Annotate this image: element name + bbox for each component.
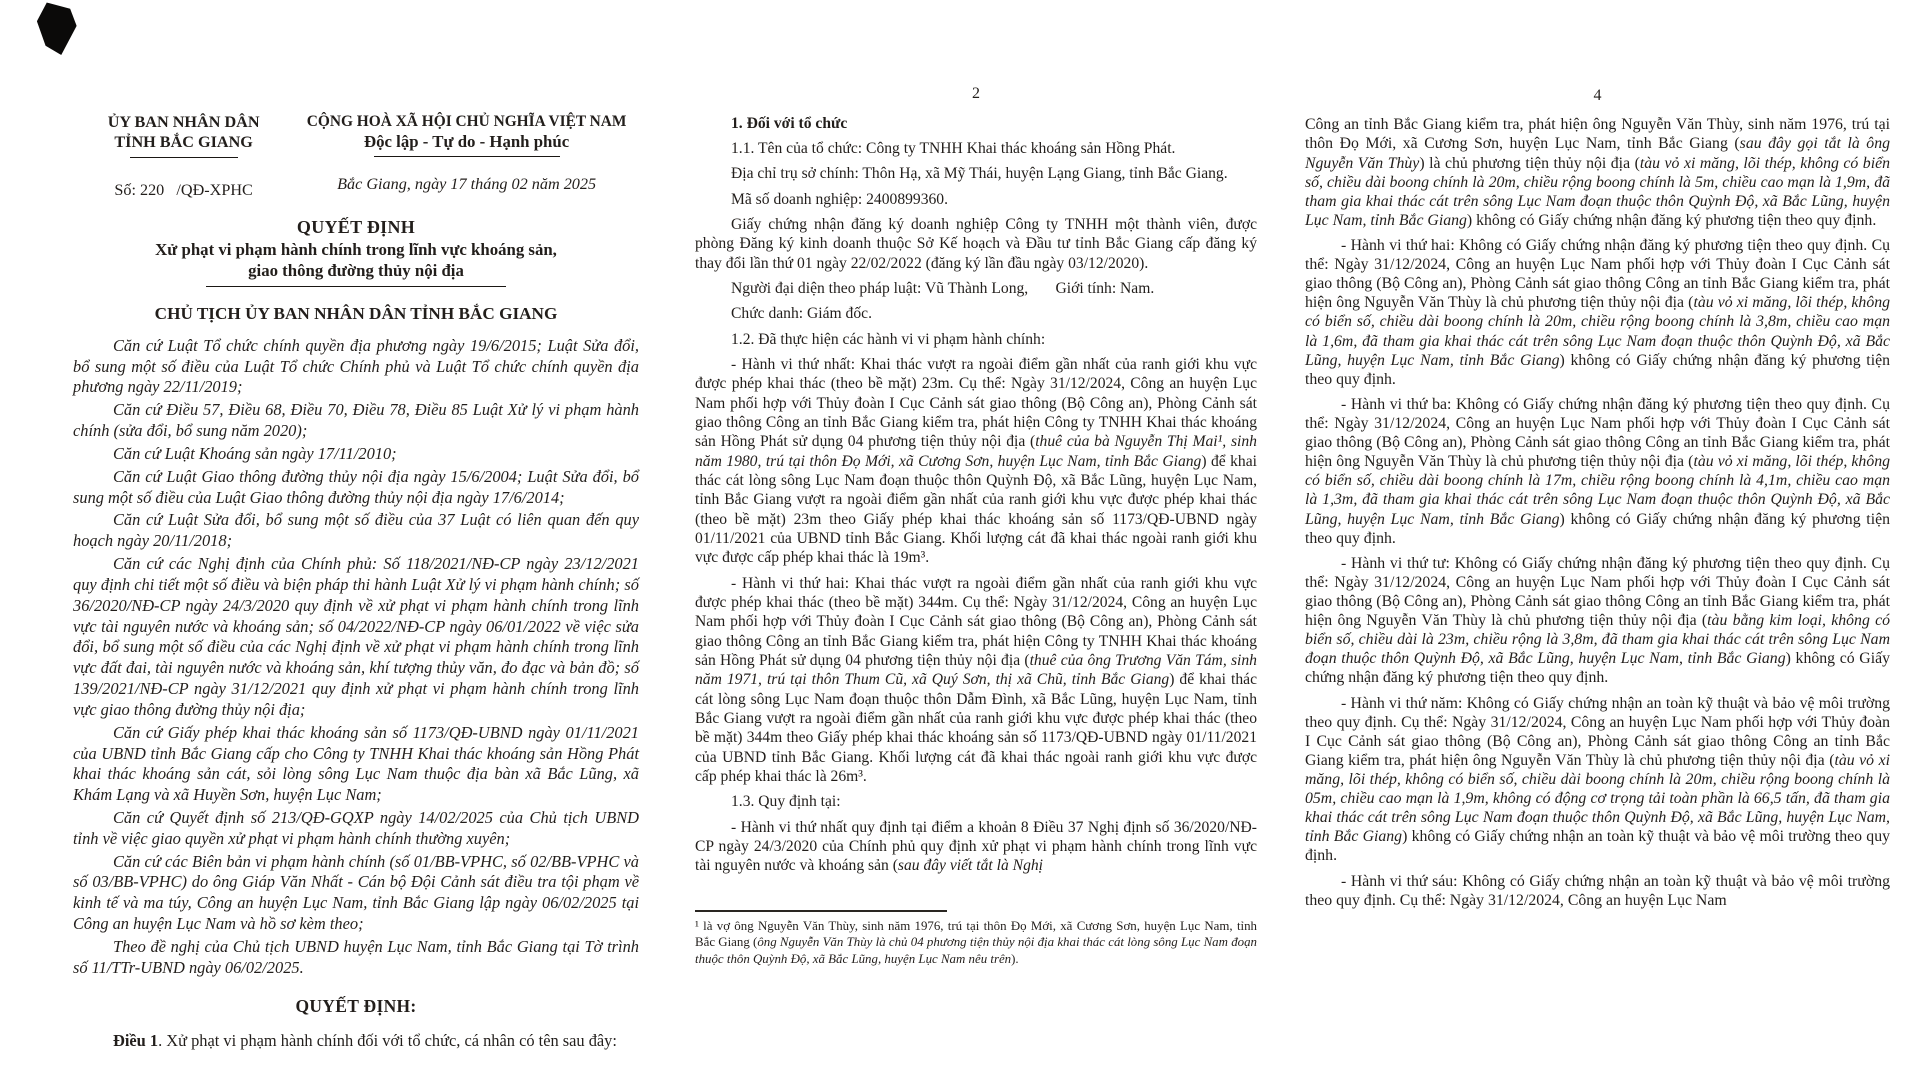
- decision-heading: QUYẾT ĐỊNH:: [295, 995, 417, 1016]
- decision-title: QUYẾT ĐỊNH: [296, 217, 416, 238]
- page-number: 4: [1593, 87, 1602, 104]
- authority-heading: CHỦ TỊCH ỦY BAN NHÂN DÂN TỈNH BẮC GIANG: [154, 303, 558, 323]
- violation-paragraph-4: - Hành vi thứ tư: Không có Giấy chứng nhận đăng ký phương tiện theo quy định. Cụ thể: Ngày 31/12/2024, Công an huyện Lục Nam phối hợp với Thủy đoàn I Cục Cảnh sát giao thông (Bộ Công an), Phòng Cảnh sát giao thông Công an tỉnh Bắc Giang kiểm tra, phát hiện ông Nguyễn Văn Thùy là chủ phương tiện thủy nội địa (tàu bằng kim loại, không có biển số, chiều dài là 23m, chiều rộng là 3,8m, đã tham gia khai thác cát trên sông Lục Nam đoạn thuộc thôn Quỳnh Độ, xã Bắc Lũng, huyện Lục Nam, tỉnh Bắc Giang) không có Giấy chứng nhận đăng ký phương tiện theo quy định.: [1305, 554, 1890, 687]
- page-4: [1305, 86, 1890, 916]
- citation-paragraph: Căn cứ Giấy phép khai thác khoáng sản số 1173/QĐ-UBND ngày 01/11/2021 của UBND tỉnh Bắc Giang cấp cho Công ty TNHH Khai thác khoáng sản Hồng Phát khai thác khoáng sản cát, sỏi lòng sông Lục Nam thuộc địa bàn xã Bắc Lũng, xã Khám Lạng và xã Huyền Sơn, huyện Lục Nam;: [73, 722, 639, 805]
- footnote-rule: [695, 910, 947, 912]
- violation-paragraph-6: - Hành vi thứ sáu: Không có Giấy chứng nhận an toàn kỹ thuật và bảo vệ môi trường theo quy định. Cụ thể: Ngày 31/12/2024, Công an huyện Lục Nam: [1305, 872, 1890, 909]
- citation-paragraph: Căn cứ Luật Khoáng sản ngày 17/11/2010;: [113, 443, 397, 463]
- citation-paragraph: Theo đề nghị của Chủ tịch UBND huyện Lục Nam, tỉnh Bắc Giang tại Tờ trình số 11/TTr-UBND ngày 06/02/2025.: [73, 936, 639, 977]
- national-motto: Độc lập - Tự do - Hạnh phúc: [364, 132, 570, 152]
- article-1-paragraph: Điều 1. Xử phạt vi phạm hành chính đối với tổ chức, cá nhân có tên sau đây:: [113, 1030, 617, 1050]
- continued-paragraph: Công an tỉnh Bắc Giang kiểm tra, phát hiện ông Nguyễn Văn Thùy, sinh năm 1976, trú tại thôn Đọ Mới, xã Cương Sơn, huyện Lục Nam, tỉnh Bắc Giang (sau đây gọi tắt là ông Nguyễn Văn Thùy) là chủ phương tiện thủy nội địa (tàu vỏ xi măng, lõi thép, không có biển số, chiều dài boong chính là 20m, chiều rộng boong chính là 5m, chiều cao mạn là 1,9m, đã tham gia khai thác cát trên sông Lục Nam đoạn thuộc thôn Quỳnh Độ, xã Bắc Lũng, huyện Lục Nam, tỉnh Bắc Giang) không có Giấy chứng nhận đăng ký phương tiện theo quy định.: [1305, 116, 1891, 229]
- section-heading-organization: 1. Đối với tổ chức: [731, 114, 848, 132]
- document-number: Số: 220 /QĐ-XPHC: [114, 180, 253, 199]
- body-paragraph: 1.3. Quy định tại:: [731, 793, 841, 811]
- scan-artifact-mark: [33, 1, 80, 56]
- body-paragraph: Giấy chứng nhận đăng ký doanh nghiệp Công ty TNHH một thành viên, được phòng Đăng ký kinh doanh thuộc Sở Kế hoạch và Đầu tư tỉnh Bắc Giang cấp đăng ký thay đổi lần thứ 01 ngày 22/02/2022 (đăng ký lần đầu ngày 03/12/2020).: [695, 216, 1257, 272]
- violation-paragraph-1: - Hành vi thứ nhất: Khai thác vượt ra ngoài điểm gần nhất của ranh giới khu vực được phép khai thác (theo bề mặt) 23m. Cụ thể: Ngày 31/12/2024, Công an huyện Lục Nam phối hợp với Thủy đoàn I Cục Cảnh sát giao thông (Bộ Công an), Phòng Cảnh sát giao thông Công an tỉnh Bắc Giang kiểm tra, phát hiện Công ty TNHH Khai thác khoáng sản Hồng Phát sử dụng 04 phương tiện thủy nội địa (thuê của bà Nguyễn Thị Mai¹, sinh năm 1980, trú tại thôn Đọ Mới, xã Cương Sơn, huyện Lục Nam, tỉnh Bắc Giang) để khai thác cát lòng sông Lục Nam đoạn thuộc thôn Quỳnh Độ, xã Bắc Lũng, huyện Lục Nam, tỉnh Bắc Giang vượt ra ngoài điểm gần nhất của ranh giới khu vực được phép khai thác (theo bề mặt) 23m theo Giấy phép khai thác khoáng sản số 1173/QĐ-UBND ngày 01/11/2021 của UBND tỉnh Bắc Giang. Khối lượng cát đã khai thác ngoài ranh giới khu vực được cấp phép khai thác là 19m³.: [695, 356, 1257, 567]
- citation-paragraph: Căn cứ các Nghị định của Chính phủ: Số 118/2021/NĐ-CP ngày 23/12/2021 quy định chi tiết một số điều và biện pháp thi hành Luật Xử lý vi phạm hành chính; số 36/2020/NĐ-CP ngày 24/3/2020 quy định về xử phạt vi phạm hành chính trong lĩnh vực tài nguyên nước và khoáng sản; số 04/2022/NĐ-CP ngày 06/01/2022 về việc sửa đổi, bổ sung một số điều của các Nghị định về xử phạt vi phạm hành chính trong lĩnh vực đất đai, tài nguyên nước và khoáng sản, khí tượng thủy văn, đo đạc và bản đồ; số 139/2021/NĐ-CP ngày 31/12/2021 quy định xử phạt vi phạm hành chính trong lĩnh vực giao thông đường thủy nội địa;: [73, 554, 639, 719]
- body-paragraph: Chức danh: Giám đốc.: [731, 305, 872, 323]
- violation-paragraph-3: - Hành vi thứ ba: Không có Giấy chứng nhận đăng ký phương tiện theo quy định. Cụ thể: Ngày 31/12/2024, Công an huyện Lục Nam phối hợp với Thủy đoàn I Cục Cảnh sát giao thông (Bộ Công an), Phòng Cảnh sát giao thông Công an tỉnh Bắc Giang kiểm tra, phát hiện ông Nguyễn Văn Thùy là chủ phương tiện thủy nội địa (tàu vỏ xi măng, lõi thép, không có biển số, chiều dài boong chính là 17m, chiều rộng boong chính là 4,1m, chiều cao mạn là 1,3m, đã tham gia khai thác cát trên sông Lục Nam đoạn thuộc thôn Quỳnh Độ, xã Bắc Lũng, huyện Lục Nam, tỉnh Bắc Giang) không có Giấy chứng nhận đăng ký phương tiện theo quy định.: [1305, 395, 1891, 547]
- issuing-org-line2: TỈNH BẮC GIANG: [114, 133, 253, 152]
- issuing-org-line1: ỦY BAN NHÂN DÂN: [107, 113, 260, 131]
- citation-paragraph: Căn cứ Luật Tổ chức chính quyền địa phương ngày 19/6/2015; Luật Sửa đổi, bổ sung một số điều của Luật Tổ chức Chính phủ và Luật Tổ chức chính quyền địa phương ngày 22/11/2019;: [73, 335, 639, 397]
- body-paragraph: 1.1. Tên của tổ chức: Công ty TNHH Khai thác khoáng sản Hồng Phát.: [731, 140, 1176, 158]
- violation-paragraph-5: - Hành vi thứ năm: Không có Giấy chứng nhận an toàn kỹ thuật và bảo vệ môi trường theo quy định. Cụ thể: Ngày 31/12/2024, Công an huyện Lục Nam phối hợp với Thủy đoàn I Cục Cảnh sát giao thông (Bộ Công an), Phòng Cảnh sát giao thông Công an tỉnh Bắc Giang kiểm tra, phát hiện ông Nguyễn Văn Thùy là chủ phương tiện thủy nội địa (tàu vỏ xi măng, lõi thép, không có biển số, chiều dài boong chính là 20m, chiều rộng boong chính là 05m, chiều cao mạn là 1,9m, không có động cơ trọng tải toàn phần là 66,5 tấn, đã tham gia khai thác cát trên sông Lục Nam đoạn thuộc thôn Quỳnh Độ, xã Bắc Lũng, huyện Lục Nam, tỉnh Bắc Giang) không có Giấy chứng nhận an toàn kỹ thuật và bảo vệ môi trường theo quy định.: [1305, 694, 1891, 865]
- body-paragraph: Người đại diện theo pháp luật: Vũ Thành Long, Giới tính: Nam.: [731, 280, 1155, 298]
- org-underline: [130, 157, 238, 158]
- page-1: [73, 112, 639, 1054]
- decision-subtitle-line2: giao thông đường thủy nội địa: [248, 261, 464, 281]
- body-paragraph: Mã số doanh nghiệp: 2400899360.: [731, 190, 948, 208]
- motto-underline: [374, 156, 560, 157]
- place-and-date: Bắc Giang, ngày 17 tháng 02 năm 2025: [337, 175, 597, 194]
- page-number: 2: [972, 85, 980, 102]
- violation-paragraph-2: - Hành vi thứ hai: Khai thác vượt ra ngoài điểm gần nhất của ranh giới khu vực được phép khai thác (theo bề mặt) 344m. Cụ thể: Ngày 31/12/2024, Công an huyện Lục Nam phối hợp với Thủy đoàn I Cục Cảnh sát giao thông (Bộ Công an), Phòng Cảnh sát giao thông Công an tỉnh Bắc Giang kiểm tra, phát hiện Công ty TNHH Khai thác khoáng sản Hồng Phát sử dụng 04 phương tiện thủy nội địa (thuê của ông Trương Văn Tám, sinh năm 1971, trú tại thôn Thum Cũ, xã Quý Sơn, thị xã Chũ, tỉnh Bắc Giang) để khai thác cát lòng sông Lục Nam đoạn thuộc thôn Dẫm Đình, xã Bắc Lũng, huyện Lục Nam, tỉnh Bắc Giang vượt ra ngoài điểm gần nhất của ranh giới khu vực được phép khai thác (theo bề mặt) 344m theo Giấy phép khai thác khoáng sản số 1173/QĐ-UBND ngày 01/11/2021 của UBND tỉnh Bắc Giang. Khối lượng cát đã khai thác ngoài ranh giới khu vực được cấp phép khai thác là 26m³.: [695, 574, 1257, 785]
- body-paragraph: 1.2. Đã thực hiện các hành vi vi phạm hành chính:: [731, 330, 1046, 348]
- citation-paragraph: Căn cứ Luật Giao thông đường thủy nội địa ngày 15/6/2004; Luật Sửa đổi, bổ sung một số điều của Luật Giao thông đường thủy nội địa ngày 17/6/2014;: [73, 466, 639, 507]
- violation-paragraph-2: - Hành vi thứ hai: Không có Giấy chứng nhận đăng ký phương tiện theo quy định. Cụ thể: Ngày 31/12/2024, Công an huyện Lục Nam phối hợp với Thủy đoàn I Cục Cảnh sát giao thông (Bộ Công an), Phòng Cảnh sát giao thông Công an tỉnh Bắc Giang kiểm tra, phát hiện ông Nguyễn Văn Thùy là chủ phương tiện thủy nội địa (tàu vỏ xi măng, lõi thép, không có biển số, chiều dài boong chính là 20m, chiều rộng boong chính là 3,8m, chiều cao mạn là 1,6m, đã tham gia khai thác cát trên sông Lục Nam đoạn thuộc thôn Quỳnh Độ, xã Bắc Lũng, huyện Lục Nam, tỉnh Bắc Giang) không có Giấy chứng nhận đăng ký phương tiện theo quy định.: [1305, 237, 1891, 388]
- issuing-org-block: [73, 112, 294, 200]
- body-paragraph: Địa chỉ trụ sở chính: Thôn Hạ, xã Mỹ Thái, huyện Lạng Giang, tỉnh Bắc Giang.: [731, 165, 1228, 183]
- title-underline: [206, 286, 506, 287]
- citation-paragraph: Căn cứ Điều 57, Điều 68, Điều 70, Điều 78, Điều 85 Luật Xử lý vi phạm hành chính (sửa đổi, bổ sung năm 2020);: [73, 400, 639, 441]
- page-2: [695, 84, 1257, 968]
- decision-subtitle-line1: Xử phạt vi phạm hành chính trong lĩnh vực khoáng sản,: [155, 239, 557, 259]
- page-1-header: [73, 112, 639, 200]
- body-paragraph: - Hành vi thứ nhất quy định tại điểm a khoản 8 Điều 37 Nghị định số 36/2020/NĐ-CP ngày 24/3/2020 của Chính phủ quy định xử phạt vi phạm hành chính trong lĩnh vực tài nguyên nước và khoáng sản (sau đây viết tắt là Nghị: [695, 818, 1257, 875]
- citation-paragraph: Căn cứ Quyết định số 213/QĐ-GQXP ngày 14/02/2025 của Chủ tịch UBND tỉnh về việc giao quyền xử phạt vi phạm hành chính thường xuyên;: [73, 807, 639, 848]
- decision-title-block: [73, 216, 639, 287]
- national-header-block: [294, 112, 639, 195]
- citation-paragraph: Căn cứ các Biên bản vi phạm hành chính (số 01/BB-VPHC, số 02/BB-VPHC và số 03/BB-VPHC) do ông Giáp Văn Nhất - Cán bộ Đội Cảnh sát điều tra tội phạm về kinh tế và ma túy, Công an huyện Lục Nam, tỉnh Bắc Giang lập ngày 06/02/2025 tại Công an huyện Lục Nam và hồ sơ kèm theo;: [73, 851, 639, 934]
- citation-paragraph: Căn cứ Luật Sửa đổi, bổ sung một số điều của 37 Luật có liên quan đến quy hoạch ngày 20/11/2018;: [73, 510, 639, 551]
- footnote-block: [695, 910, 1257, 968]
- footnote-text: ¹ là vợ ông Nguyễn Văn Thùy, sinh năm 1976, trú tại thôn Đọ Mới, xã Cương Sơn, huyện Lục Nam, tỉnh Bắc Giang (ông Nguyễn Văn Thùy là chủ 04 phương tiện thủy nội địa khai thác cát lòng sông Lục Nam đoạn thuộc thôn Quỳnh Độ, xã Bắc Lũng, huyện Lục Nam nêu trên).: [695, 918, 1257, 967]
- national-title: CỘNG HOÀ XÃ HỘI CHỦ NGHĨA VIỆT NAM: [306, 113, 627, 130]
